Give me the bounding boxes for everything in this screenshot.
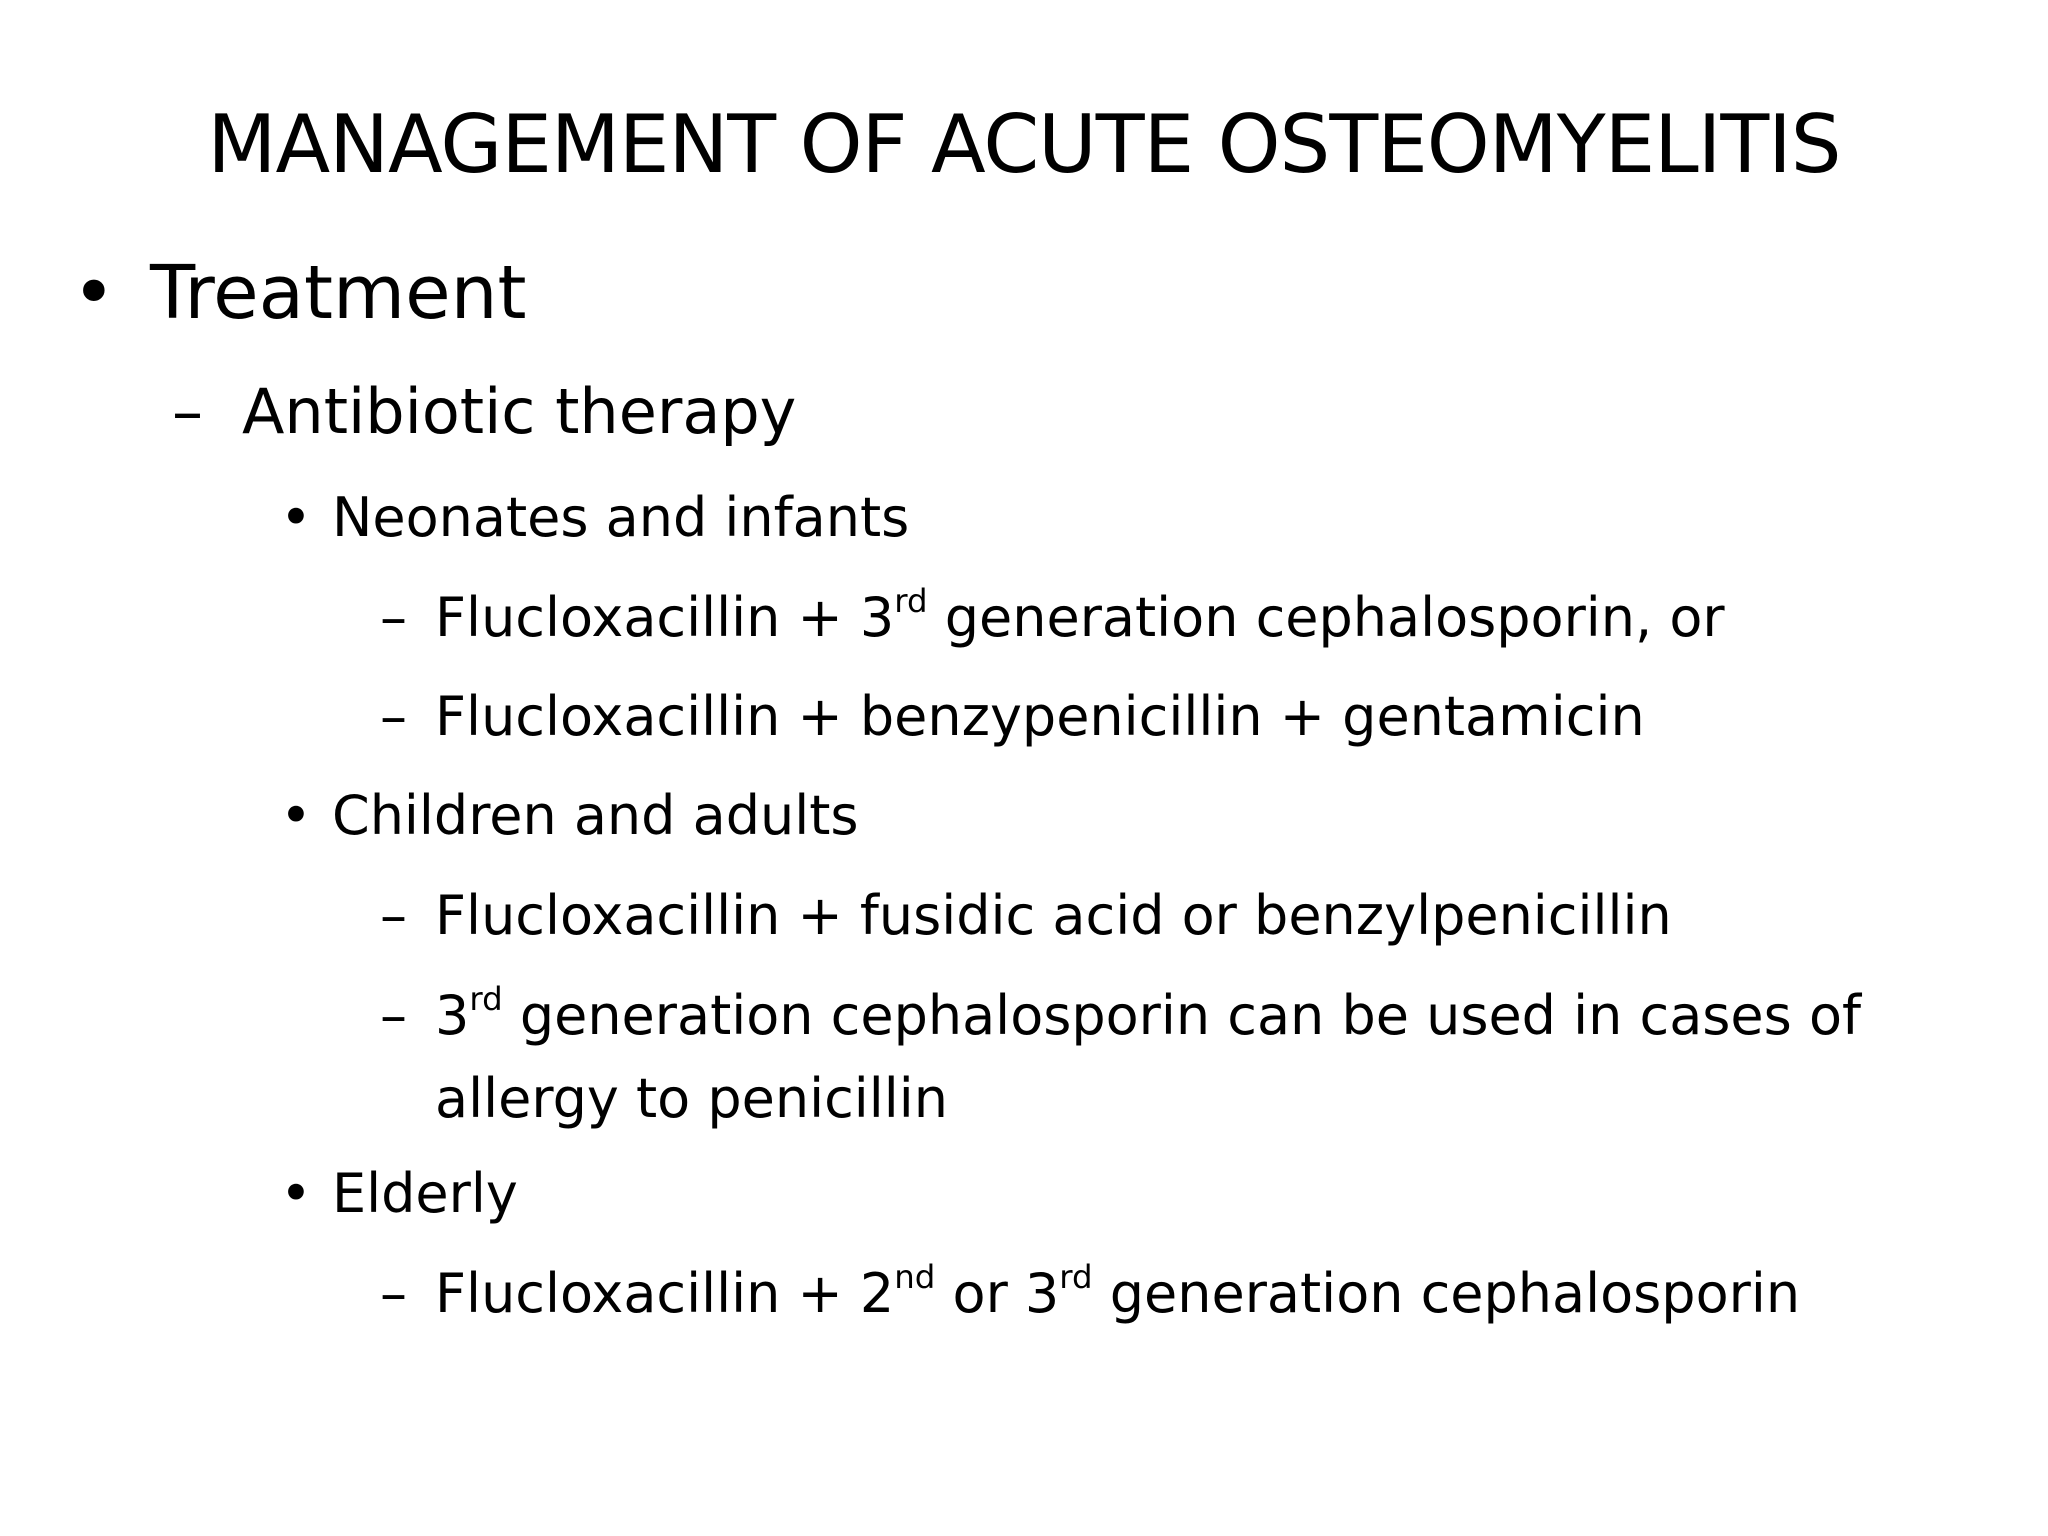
group-children-label: Children and adults — [332, 784, 859, 847]
children-item-2-continuation: allergy to penicillin — [435, 1067, 948, 1130]
dash-icon: – — [380, 685, 407, 748]
elderly-item-1: Flucloxacillin + 2nd or 3rd generation cephalosporin — [435, 1257, 1801, 1325]
group-elderly-label: Elderly — [332, 1162, 518, 1225]
bullet-icon: • — [280, 486, 312, 549]
heading-treatment: Treatment — [150, 250, 527, 336]
children-item-1: Flucloxacillin + fusidic acid or benzylpenicillin — [435, 884, 1672, 947]
bullet-icon: • — [72, 250, 116, 336]
bullet-icon: • — [280, 1162, 312, 1225]
dash-icon: – — [172, 375, 203, 448]
dash-icon: – — [380, 1262, 407, 1325]
children-item-2: 3rd generation cephalosporin can be used in cases of — [435, 979, 1862, 1047]
bullet-icon: • — [280, 784, 312, 847]
slide-title: MANAGEMENT OF ACUTE OSTEOMYELITIS — [207, 98, 1841, 191]
neonates-item-2: Flucloxacillin + benzypenicillin + gentamicin — [435, 685, 1645, 748]
dash-icon: – — [380, 884, 407, 947]
subheading-antibiotic-therapy: Antibiotic therapy — [242, 375, 797, 448]
dash-icon: – — [380, 586, 407, 649]
group-neonates-label: Neonates and infants — [332, 486, 910, 549]
neonates-item-1: Flucloxacillin + 3rd generation cephalosporin, or — [435, 581, 1725, 649]
dash-icon: – — [380, 984, 407, 1047]
